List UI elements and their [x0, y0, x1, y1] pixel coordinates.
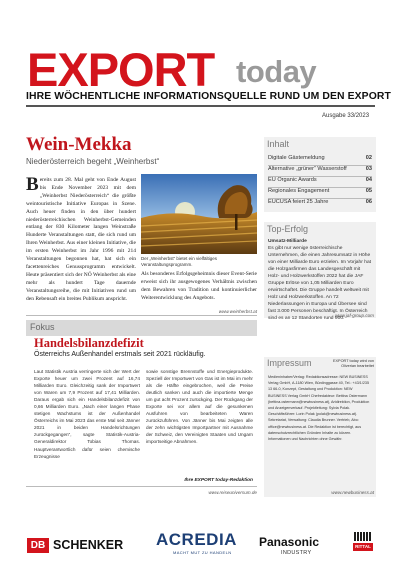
dropcap: B	[26, 174, 39, 195]
toc-item-title: EUCUSA feiert 25 Jahre	[268, 199, 329, 205]
toc-item-page: 02	[365, 155, 372, 161]
impressum-tagline: EXPORT today wird von Oliverian bearbeitet	[332, 359, 374, 368]
fokus-header-bar	[26, 320, 257, 336]
issue-number: Ausgabe 33/2023	[322, 113, 370, 119]
lead-body	[26, 174, 136, 304]
schenker-logo: SCHENKER	[53, 538, 124, 552]
fokus-subtitle: Österreichs Außenhandel erstmals seit 2021 rückläufig.	[34, 351, 206, 358]
masthead-today: today	[236, 54, 317, 89]
fokus-title: Handelsbilanzdefizit	[34, 336, 144, 350]
lead-subtitle: Niederösterreich begeht „Weinherbst“	[26, 157, 160, 166]
toc-item[interactable]	[268, 188, 372, 199]
fokus-url[interactable]: www.reiseuniversum.de	[208, 490, 257, 495]
toc-item-title: Alternative „grüner“ Wasserstoff	[268, 166, 347, 172]
impressum-label: Impressum	[267, 358, 312, 368]
toc-item[interactable]	[268, 166, 372, 177]
photo-caption: Der „Weinherbst“ bietet ein vielfältiges Veranstaltungsprogramm.	[141, 256, 217, 267]
masthead-export: EXPORT	[27, 43, 215, 96]
lead-body-text: ereits zum 28. Mal geht von Ende August bis Ende November 2023 mit dem „Weinherbst Niederösterreich“ die größte weintouristische Initiative Europas in Szene. Auch heuer finden in den über hundert niederösterreichischen Weinherbst-Gemeinden entlang der 830 Kilometer langen Weinstraße Hunderte Veranstaltungen statt, die sich rund um Ihren Weinherbst. Aus einer kleinen Initiative, die im ersten Weinherbst im Jahr 1996 mit 214 Veranstaltungen begonnen hat, hat sich ein facettenreiches Genussprogramm entwickelt. Heute präsentiert sich der NÖ Weinherbst als eine mehr als hundert Tage dauernde Veranstaltungsreihe, die mit Initiativen rund um den Rebensaft ein breites Publikum anspricht.	[26, 177, 136, 302]
acredia-logo: ACREDIA	[156, 530, 237, 549]
fokus-label: Fokus	[30, 322, 55, 332]
toc-item-title: Digitale Gästemeldung	[268, 155, 325, 161]
lead-title: Wein-Mekka	[26, 134, 132, 155]
toc-item[interactable]	[268, 155, 372, 166]
lead-divider	[26, 315, 257, 316]
top-erfolg-body: Es gibt nur wenige österreichische Unternehmen, die einen Jahresumsatz in Höhe von einer Milliarde Euro erzielen. Im Vorjahr hat die Holzgasfirmen das Landesgeschäft mit Holz- und Holzwerkstoffen 2022 hat die JAF Gruppe Erlöse von 1,05 Milliarden Euro erwirtschaftet. Die Gruppe handelt weltweit mit Holz und Holzwerkstoffen. An 72 Niederlassungen in Europa und Übersee sind fast 3.000 Personen beschäftigt. In Österreich sind es an 12 Standorten rund 900.	[268, 246, 372, 322]
masthead-tagline: IHRE WÖCHENTLICHE INFORMATIONSQUELLE RUND UM DEN EXPORT	[26, 91, 391, 102]
rittal-wordmark: RITTAL	[355, 544, 371, 549]
top-erfolg-title: Umsatz-Milliarde	[268, 239, 307, 244]
top-erfolg-url[interactable]: www.jaf-group.com	[334, 313, 374, 318]
toc-item-title: EU Organic Awards	[268, 177, 317, 183]
lead-url[interactable]: www.weinherbst.at	[218, 309, 257, 314]
rittal-logo	[352, 530, 374, 555]
panasonic-industry: INDUSTRY	[281, 550, 312, 556]
toc-item-title: Regionales Engagement	[268, 188, 330, 194]
toc-item-page: 05	[365, 188, 372, 194]
impressum-body: Medieninhaber/Verlag: Redaktionsadresse: NEW BUSINESS Verlag GmbH, A-1180 Wien, Bürdinggasse 40, Tel.: +43/1/235 13 66-0, Konzept, Gestaltung und Produktion: NEW BUSINESS Verlag GmbH Chefredakteur: Bettina Ostermann (bettina.ostermann@newbusiness.at), Artdirektion, Produktion und Anzeigenverkauf. Projektleitung: Sylvia Polak. Geschäftsführer: Lorin Polak (polak@newbusiness.at). Sekretariat, Verwaltung: Claudia Brunner. Vertrieb, Abo: office@newbusiness.at. Die Redaktion ist berechtigt, aus datenschutzrechtlichen Gründen Inhalte zu kürzen. Informationen und Nachrichten ohne Gewähr.	[268, 375, 370, 442]
toc-item-page: 06	[365, 199, 372, 205]
toc-item[interactable]	[268, 177, 372, 188]
inhalt-label: Inhalt	[267, 139, 290, 149]
toc-item-page: 03	[365, 166, 372, 172]
toc-item[interactable]	[268, 199, 372, 209]
panasonic-logo: Panasonic	[259, 535, 320, 549]
fokus-divider	[26, 486, 257, 487]
vineyard-photo	[141, 174, 257, 254]
impressum-url[interactable]: www.newbusiness.at	[331, 490, 374, 495]
rittal-mark-icon	[352, 530, 374, 555]
fokus-column-1: Laut Statistik Austria verringerte sich der Wert der Exporte heuer um zwei Prozent auf 16,74 Milliarden Euro. Gleichzeitig sank der Importwert von Waren um 7,9 Prozent auf 17,41 Milliarden. Daraus ergab sich ein Handelsbilanzdefizit von 0,66 Milliarden Euro. „Nach einer langen Phase stetigen Wachstums ist der Außenhandel Österreichs im Mai 2023 das erste Mal seit Jänner 2021 in beiden Handelsrichtungen zurückgegangen“, sagte Statistik-Austria-Generaldirektor Tobias Thomas. Hauptverantwortlich dafür seien chemische Erzeugnisse	[34, 369, 140, 459]
acredia-claim: MACHT MUT ZU HANDELN	[173, 550, 232, 555]
vineyard-photo-graphic	[141, 174, 257, 254]
fokus-signature: Ihre EXPORT today-Redaktion	[184, 478, 253, 483]
db-logo: DB	[27, 538, 49, 553]
lead-body-continued: Als besonderes Erfolgsgeheimnis dieser Event-Serie erweist sich ihr ausgewogenes Verhältnis zwischen dem Bewahren von Tradition und kontinuierlicher Weiterentwicklung des Angebots.	[141, 271, 257, 301]
masthead-divider	[26, 105, 375, 107]
top-erfolg-label: Top-Erfolg	[267, 224, 309, 234]
toc-item-page: 04	[365, 177, 372, 183]
fokus-column-2: sowie sonstige Brennstoffe und Energieprodukte. Speziell der Importwert von Gas ist im Mai im mehr als die Hälfte eingebrochen, weil die Preise deutlich sanken und auch die importierte Menge um gut acht Prozent zurückging. Der Rückgang der Exporte sei vor allem auf die gesunkenen Ausfuhren von bearbeiteten Waren zurückzuführen. Von Jänner bis Mai zeigten alle der zehn wichtigsten Importpartner mit Ausnahme der Schweiz, den Vereinigten Staaten und Ungarn importseitige Abnahmen.	[146, 369, 253, 445]
